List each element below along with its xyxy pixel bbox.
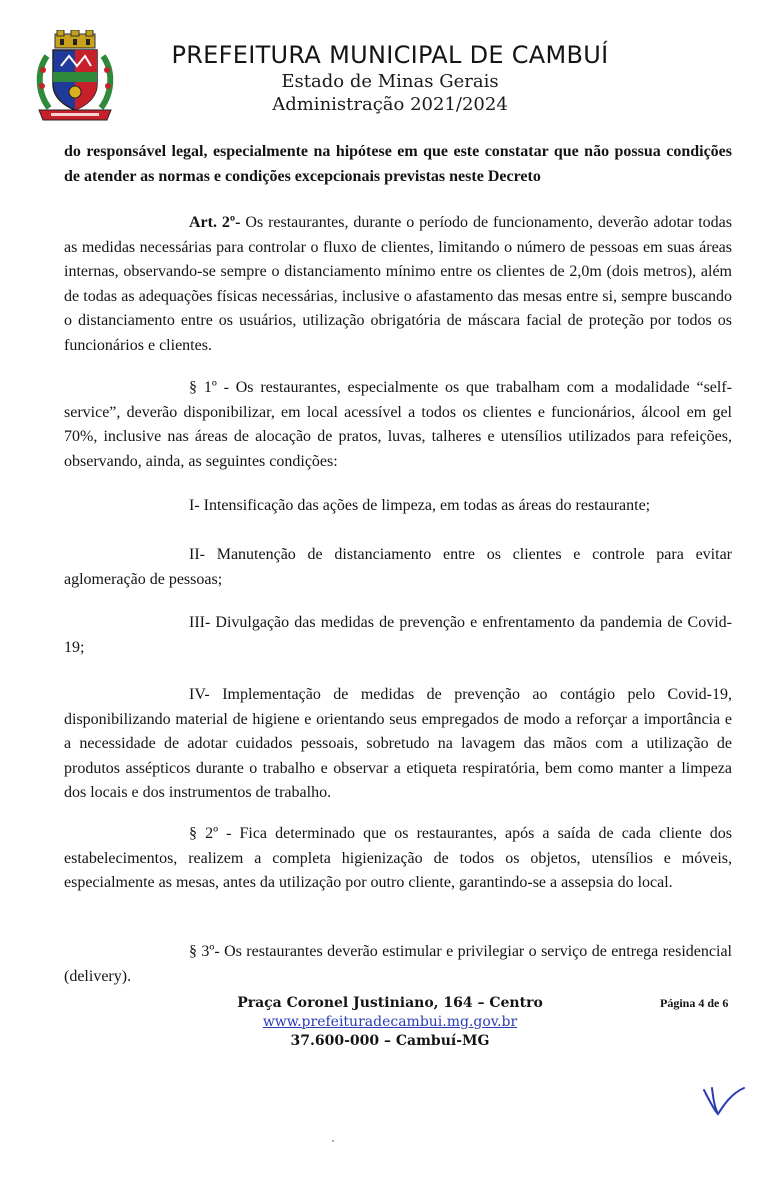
item-ii: II- Manutenção de distanciamento entre os clientes e controle para evitar aglomeração de pessoas; [64,546,732,588]
scan-speck [332,1140,334,1142]
signature-icon [700,1080,760,1120]
item-iii: III- Divulgação das medidas de prevenção e enfrentamento da pandemia de Covid-19; [64,614,732,656]
state-name: Estado de Minas Gerais [281,71,499,92]
article-2-text: Os restaurantes, durante o período de funcionamento, deverão adotar todas as medidas necessárias para controlar o fluxo de clientes, limitando o número de pessoas em suas áreas internas, observando-se sempre o distanciamento mínimo entre os clientes de 2,0m (dois metros), além de todas as adequações físicas necessárias, inclusive o afastamento das mesas entre si, sempre buscando o distanciamento entre os usuários, utilização obrigatória de máscara facial de proteção por todos os funcionários e clientes. [64,214,732,354]
footer-website-link[interactable]: www.prefeituradecambui.mg.gov.br [262,1014,518,1030]
letterhead [120,40,660,116]
footer-cep: 37.600-000 – Cambuí-MG [290,1033,490,1049]
paragraph-3: § 3º- Os restaurantes deverão estimular e privilegiar o serviço de entrega residencial (delivery). [64,943,732,985]
paragraph-2: § 2º - Fica determinado que os restaurantes, após a saída de cada cliente dos estabelecimentos, realizem a completa higienização de todos os objetos, utensílios e móveis, especialmente as mesas, antes da utilização por outro cliente, garantindo-se a assepsia do local. [64,825,732,891]
footer [210,994,570,1051]
page-number: Página 4 de 6 [660,996,729,1010]
municipality-title: PREFEITURA MUNICIPAL DE CAMBUÍ [171,41,609,69]
coat-of-arms-icon [33,30,117,122]
item-i: I- Intensificação das ações de limpeza, em todas as áreas do restaurante; [189,497,651,514]
paragraph-1: § 1º - Os restaurantes, especialmente os que trabalham com a modalidade “self-service”, deverão disponibilizar, em local acessível a todos os clientes e funcionários, álcool em gel 70%, inclusive nas áreas de alocação de pratos, luvas, talheres e utensílios utilizados para refeições, observando, ainda, as seguintes condições: [64,379,732,470]
footer-address: Praça Coronel Justiniano, 164 – Centro [237,995,543,1011]
administration-term: Administração 2021/2024 [272,94,508,115]
article-2-paragraph [64,211,732,358]
intro-paragraph: do responsável legal, especialmente na hipótese em que este constatar que não possua condições de atender as normas e condições excepcionais previstas neste Decreto [64,143,732,185]
article-2-label: Art. 2º- [189,214,241,231]
item-iv: IV- Implementação de medidas de prevenção ao contágio pelo Covid-19, disponibilizando material de higiene e orientando seus empregados de modo a reforçar a importância e a necessidade de adotar cuidados pessoais, sobretudo na lavagem das mãos com a utilização de produtos assépticos durante o trabalho e observar a etiqueta respiratória, bem como manter a limpeza dos locais e dos instrumentos de trabalho. [64,686,732,801]
